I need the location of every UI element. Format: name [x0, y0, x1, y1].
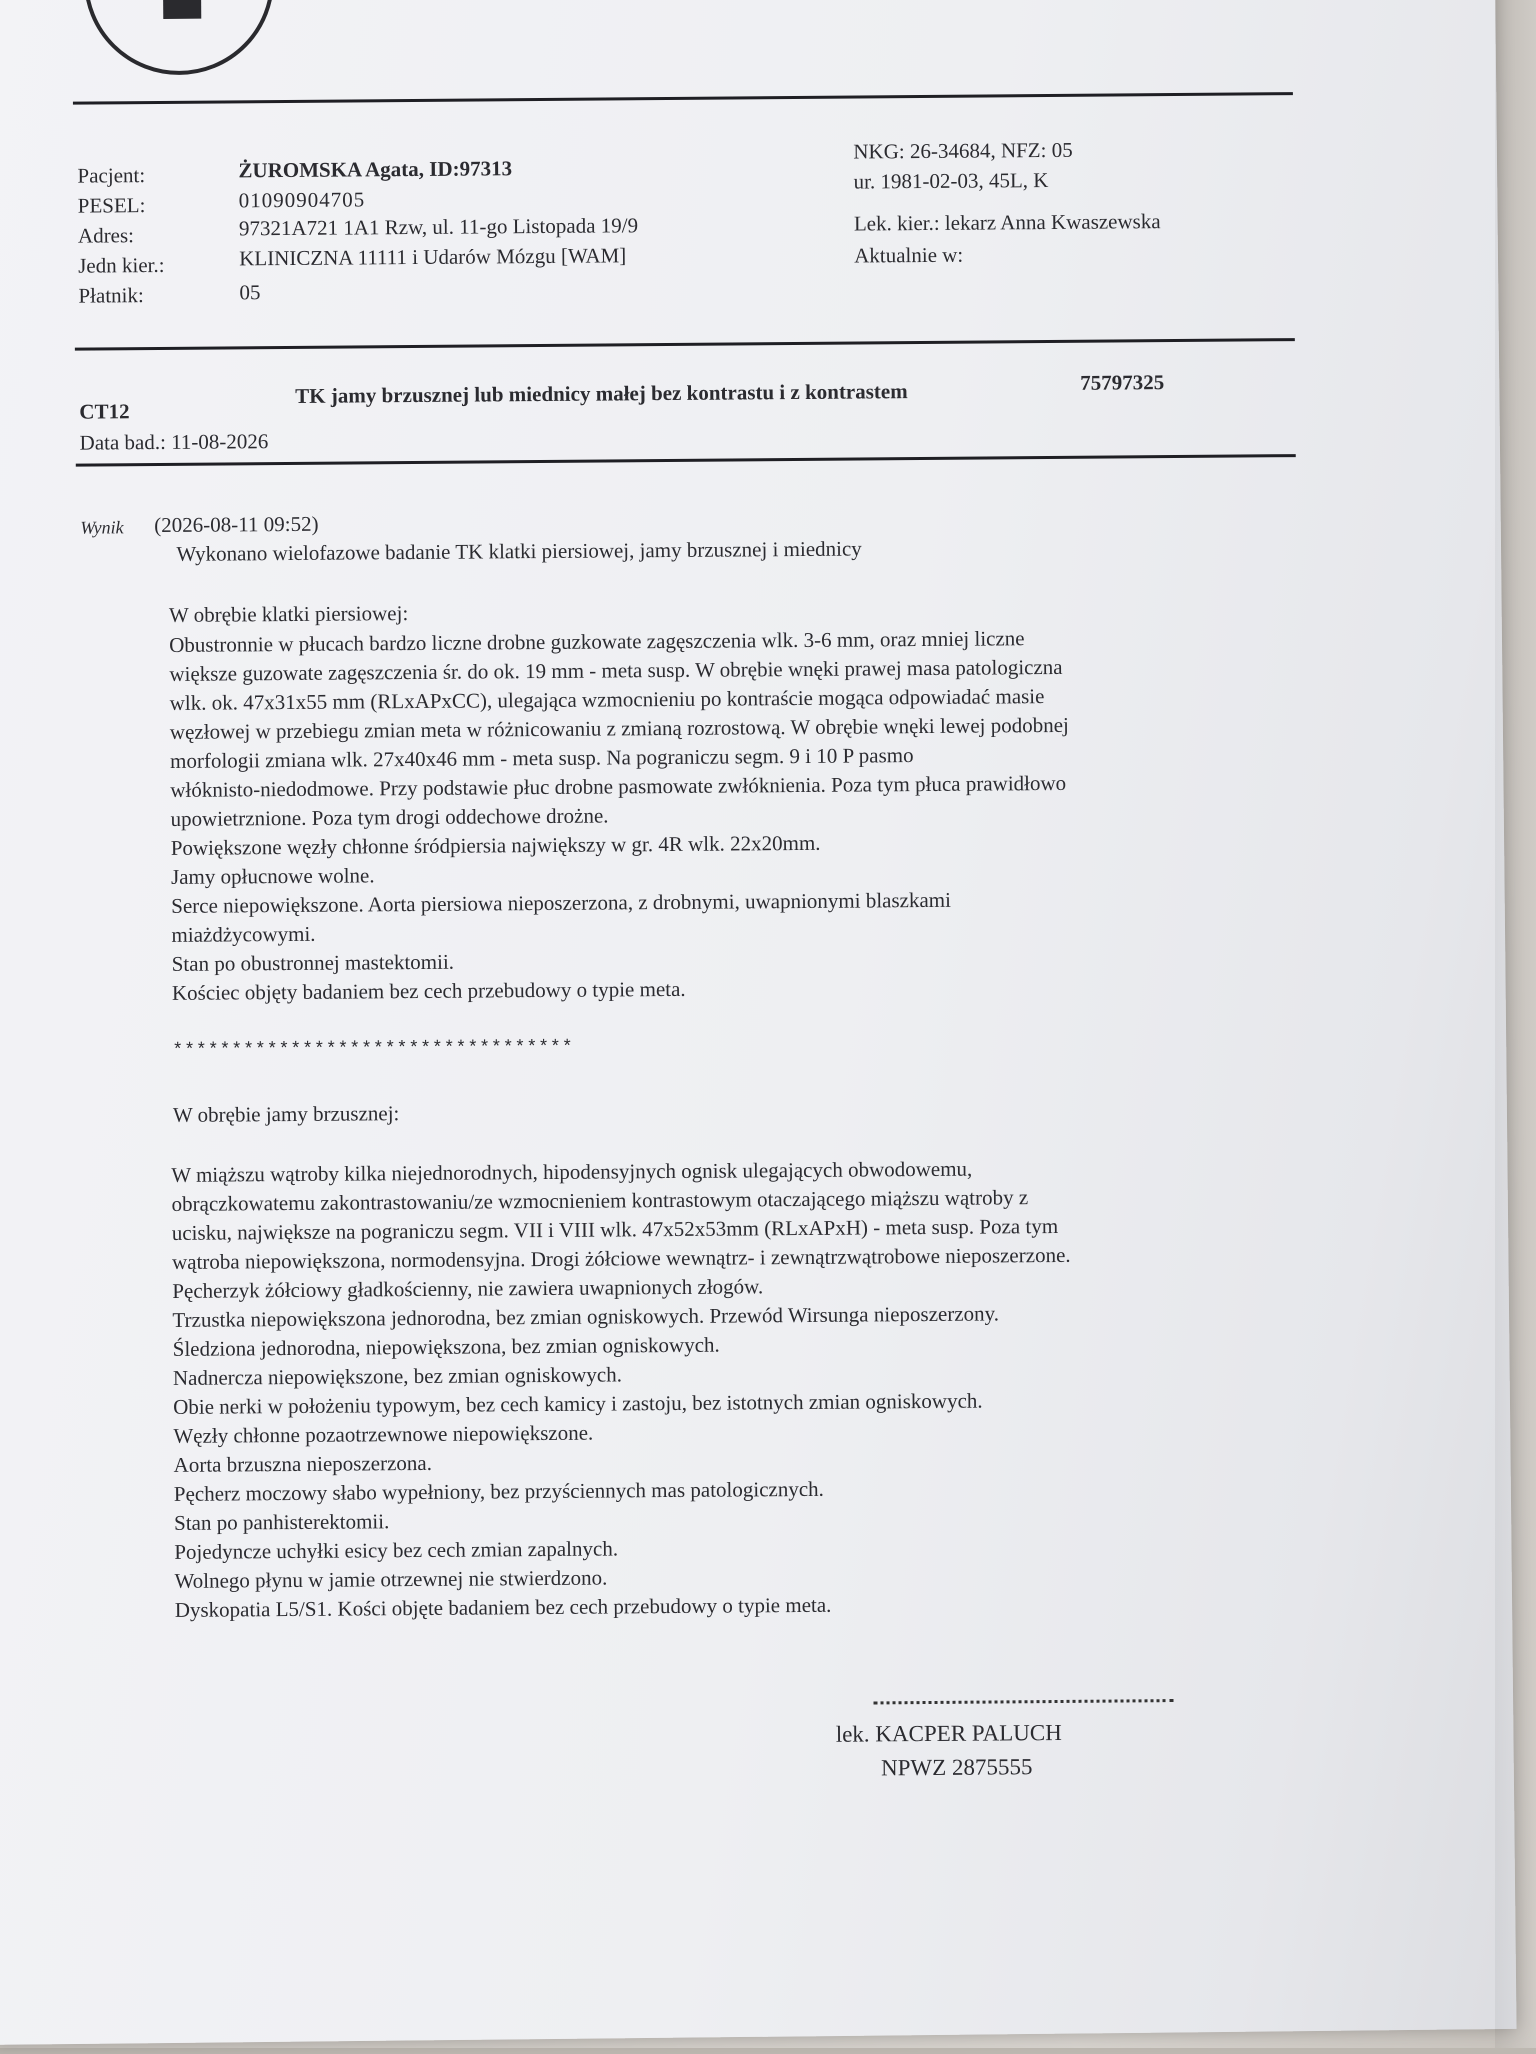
current-location: Aktualnie w:	[854, 242, 964, 268]
abdomen-line: Pojedyncze uchyłki esicy bez cech zmian zapalnych.	[174, 1536, 619, 1564]
abdomen-line: Węzły chłonne pozaotrzewnowe niepowiększone.	[173, 1420, 594, 1448]
chest-line: Kościec objęty badaniem bez cech przebudowy o typie meta.	[171, 976, 686, 1005]
chest-line: Powiększone węzły chłonne śródpiersia największy w gr. 4R wlk. 22x20mm.	[170, 830, 821, 860]
result-intro: Wykonano wielofazowe badanie TK klatki piersiowej, jamy brzusznej i miednicy	[176, 536, 862, 566]
exam-rule	[76, 454, 1296, 467]
payer-label: Płatnik:	[78, 283, 144, 308]
abdomen-line: wątroba niepowiększona, normodensyjna. Drogi żółciowe wewnątrz- i zewnątrzwątrobowe nieposzerzone.	[171, 1242, 1071, 1274]
signature-npwz: NPWZ 2875555	[880, 1754, 1033, 1781]
abdomen-line: Obie nerki w położeniu typowym, bez cech kamicy i zastoju, bez istotnych zmian ogniskowych.	[173, 1388, 983, 1419]
abdomen-heading: W obrębie jamy brzusznej:	[172, 1101, 400, 1127]
header-rule	[75, 338, 1295, 351]
abdomen-line: Stan po panhisterektomii.	[173, 1509, 390, 1535]
exam-code: CT12	[79, 399, 130, 424]
abdomen-line: ucisku, największe na pograniczu segm. VII i VIII wlk. 47x52x53mm (RLxAPxH) - meta susp. Poza tym	[171, 1213, 1059, 1245]
signature-line	[874, 1699, 1174, 1704]
chest-line: włóknisto-niedodmowe. Przy podstawie płuc drobne pasmowate zwłóknienia. Poza tym płuca prawidłowo	[170, 770, 1067, 802]
abdomen-line: Pęcherz moczowy słabo wypełniony, bez przyściennych mas patologicznych.	[173, 1476, 824, 1506]
pesel-label: PESEL:	[77, 193, 146, 218]
result-timestamp: (2026-08-11 09:52)	[154, 511, 319, 538]
referring-unit-label: Jedn kier.:	[78, 252, 165, 278]
section-separator: **********************************	[172, 1037, 574, 1061]
exam-number: 75797325	[1080, 370, 1165, 395]
paper-fold-shadow	[1495, 0, 1536, 2048]
patient-label: Pacjent:	[77, 163, 146, 188]
chest-line: Obustronnie w płucach bardzo liczne drobne guzkowate zagęszczenia wlk. 3-6 mm, oraz mniej liczne	[169, 626, 1025, 657]
chest-findings	[169, 624, 1071, 1008]
chest-line: Serce niepowiększone. Aorta piersiowa nieposzerzona, z drobnymi, uwapnionymi blaszkami	[171, 887, 951, 918]
nkg-nfz: NKG: 26-34684, NFZ: 05	[853, 137, 1073, 164]
exam-title: TK jamy brzusznej lub miednicy małej bez kontrastu i z kontrastem	[295, 379, 908, 408]
chest-line: węzłowej w przebiegu zmian meta w różnicowaniu z zmianą rozrostową. W obrębie wnęki lewej podobnej	[169, 712, 1069, 744]
referring-unit-value: KLINICZNA 11111 i Udarów Mózgu [WAM]	[239, 243, 627, 271]
payer-value: 05	[239, 280, 261, 305]
top-rule	[73, 92, 1293, 105]
signature-name: lek. KACPER PALUCH	[835, 1719, 1062, 1747]
abdomen-line: Aorta brzuszna nieposzerzona.	[173, 1450, 433, 1477]
chest-line: wlk. ok. 47x31x55 mm (RLxAPxCC), ulegająca wzmocnieniu po kontraście mogąca odpowiadać masie	[169, 684, 1045, 715]
chest-line: Jamy opłucnowe wolne.	[170, 863, 375, 889]
abdomen-line: Nadnercza niepowiększone, bez zmian ogniskowych.	[172, 1362, 623, 1390]
abdomen-line: Dyskopatia L5/S1. Kości objęte badaniem bez cech przebudowy o typie meta.	[174, 1592, 832, 1622]
chest-line: Stan po obustronnej mastektomii.	[171, 949, 455, 976]
exam-date: Data bad.: 11-08-2026	[79, 429, 269, 455]
hospital-logo-icon	[83, 0, 274, 76]
chest-line: morfologii zmiana wlk. 27x40x46 mm - meta susp. Na pograniczu segm. 9 i 10 P pasmo	[170, 743, 914, 773]
abdomen-line: Śledziona jednorodna, niepowiększona, bez zmian ogniskowych.	[172, 1332, 720, 1361]
pesel-value: 01090904705	[238, 187, 366, 213]
patient-name: ŻUROMSKA Agata, ID:97313	[238, 156, 513, 183]
abdomen-findings	[171, 1154, 1073, 1625]
result-label: Wynik	[80, 517, 124, 538]
chest-heading: W obrębie klatki piersiowej:	[168, 601, 409, 627]
abdomen-line: Trzustka niepowiększona jednorodna, bez zmian ogniskowych. Przewód Wirsunga nieposzerzony.	[172, 1301, 1000, 1332]
referring-doctor: Lek. kier.: lekarz Anna Kwaszewska	[853, 209, 1161, 236]
abdomen-line: Wolnego płynu w jamie otrzewnej nie stwierdzono.	[174, 1565, 608, 1593]
abdomen-line: obrączkowatemu zakontrastowaniu/ze wzmocnieniem kontrastowym otaczającego miąższu wątroby z	[171, 1185, 1029, 1216]
chest-line: upowietrznione. Poza tym drogi oddechowe drożne.	[170, 803, 609, 831]
chest-line: miażdżycowymi.	[171, 921, 316, 947]
address-value: 97321A721 1A1 Rzw, ul. 11-go Listopada 19/9	[238, 213, 639, 241]
chest-line: większe guzowate zagęszczenia śr. do ok. 19 mm - meta susp. W obrębie wnęki prawej masa patologiczna	[169, 654, 1063, 686]
abdomen-line: Pęcherzyk żółciowy gładkościenny, nie zawiera uwapnionych złogów.	[172, 1274, 764, 1303]
abdomen-line: W miąższu wątroby kilka niejednorodnych, hipodensyjnych ognisk ulegających obwodowemu,	[171, 1156, 973, 1187]
date-of-birth: ur. 1981-02-03, 45L, K	[853, 168, 1049, 194]
address-label: Adres:	[77, 223, 135, 248]
